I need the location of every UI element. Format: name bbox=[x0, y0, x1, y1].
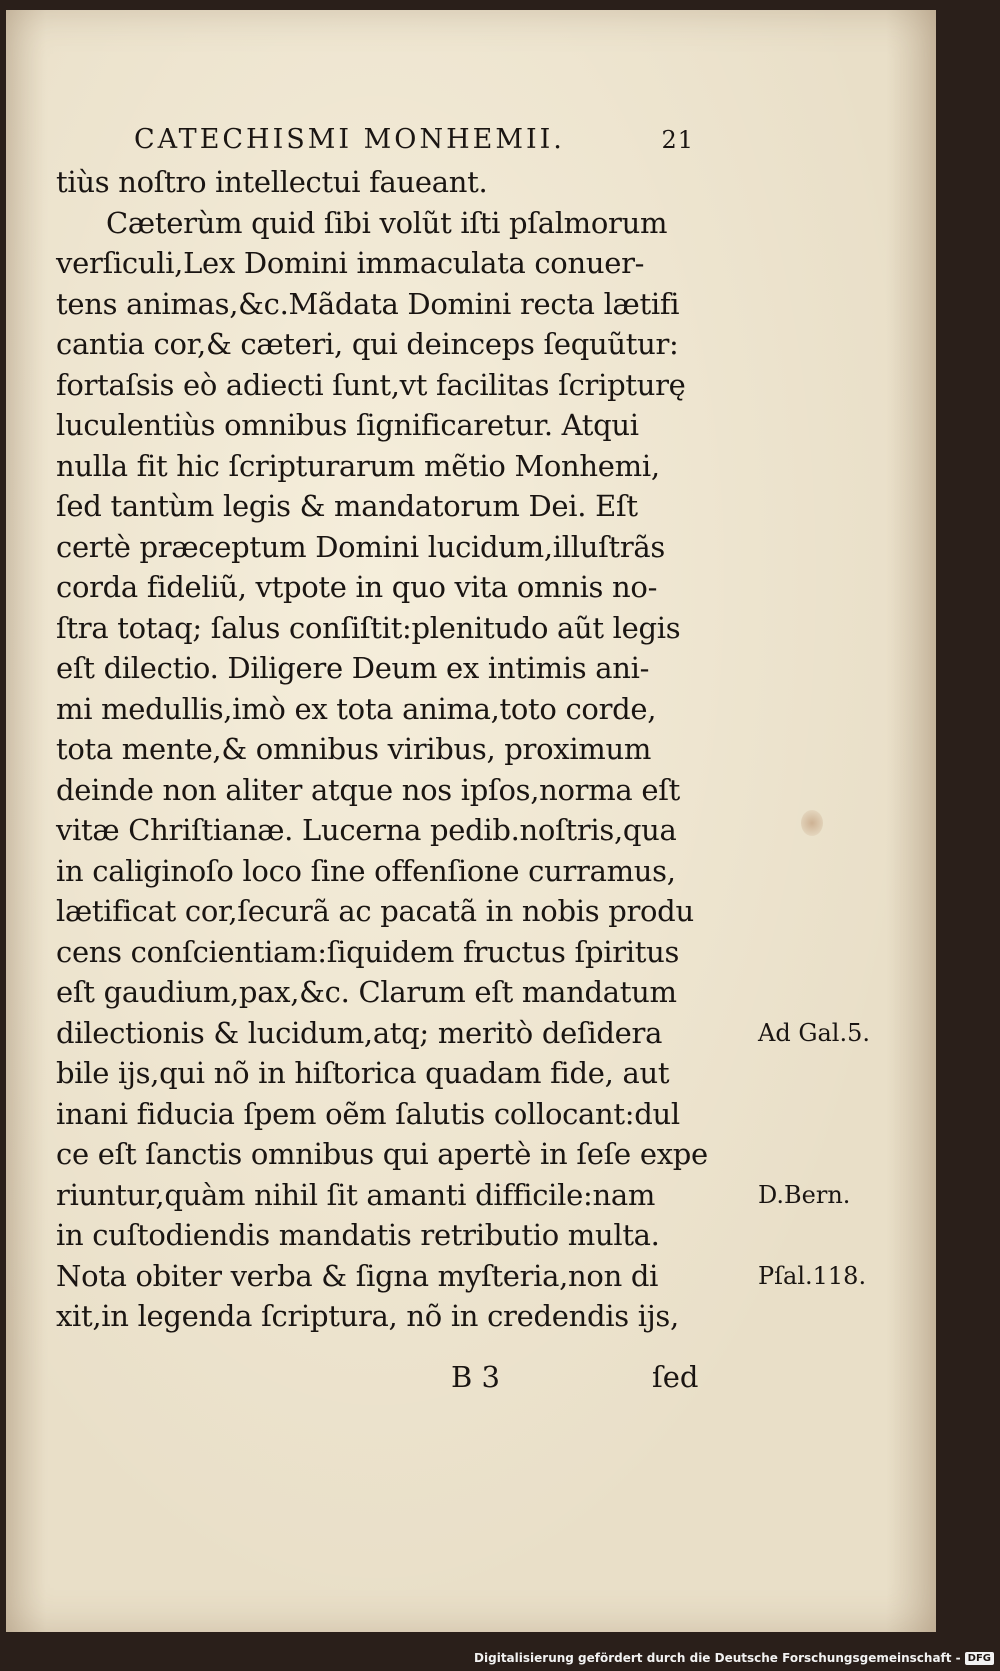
running-head-title: CATECHISMI MONHEMII. bbox=[134, 124, 565, 155]
text-line: ce eſt ſanctis omnibus qui apertè in ſeſe expe bbox=[56, 1137, 708, 1171]
text-line: nulla fit hic ſcripturarum mẽtio Monhemi, bbox=[56, 448, 660, 483]
paper-stain bbox=[801, 810, 823, 836]
text-line: ſed tantùm legis & mandatorum Dei. Eſt bbox=[56, 489, 638, 523]
marginal-note: D.Bern. bbox=[758, 1180, 851, 1209]
text-line: verſiculi,Lex Domini immaculata conuer- bbox=[56, 246, 645, 280]
dfg-logo: DFG bbox=[965, 1652, 994, 1665]
text-line: ſtra totaq; ſalus conſiſtit:plenitudo aũt legis bbox=[56, 610, 681, 645]
text-line: cantia cor,& cæteri, qui deinceps ſequũtur: bbox=[56, 327, 679, 361]
catchword: ſed bbox=[652, 1360, 699, 1394]
text-line: dilectionis & lucidum,atq; meritò deſidera bbox=[56, 1015, 663, 1050]
page-number: 21 bbox=[661, 126, 694, 154]
text-line: Cæterùm quid ſibi volũt iſti pſalmorum bbox=[106, 205, 668, 240]
text-line: bile ijs,qui nõ in hiſtorica quadam fide, aut bbox=[56, 1056, 670, 1090]
text-line: vitæ Chriſtianæ. Lucerna pedib.noſtris,qua bbox=[56, 813, 677, 847]
signature-mark: B 3 bbox=[451, 1360, 500, 1394]
body-text bbox=[56, 162, 871, 1337]
text-line: tiùs noſtro intellectui faueant. bbox=[56, 165, 488, 199]
text-line: eſt gaudium,pax,&c. Clarum eſt mandatum bbox=[56, 975, 677, 1009]
page-footer bbox=[56, 1360, 716, 1400]
digitization-credit bbox=[474, 1649, 994, 1667]
text-line: tens animas,&c.Mãdata Domini recta lætifi bbox=[56, 286, 680, 321]
text-line: fortaſsis eò adiecti ſunt,vt facilitas ſcripturę bbox=[56, 367, 686, 402]
text-line: tota mente,& omnibus viribus, proximum bbox=[56, 732, 652, 766]
marginal-note: Ad Gal.5. bbox=[758, 1018, 871, 1047]
credit-text: Digitalisierung gefördert durch die Deutsche Forschungsgemeinschaft - bbox=[474, 1651, 961, 1665]
text-line: luculentiùs omnibus ſignificaretur. Atqui bbox=[56, 408, 639, 442]
text-line: corda fideliũ, vtpote in quo vita omnis no- bbox=[56, 570, 658, 604]
text-line: lætificat cor,ſecurã ac pacatã in nobis produ bbox=[56, 894, 694, 928]
text-line: in cuſtodiendis mandatis retributio multa. bbox=[56, 1218, 660, 1252]
text-line: inani fiducia ſpem oẽm ſalutis collocant:dul bbox=[56, 1096, 680, 1131]
marginal-note: Pſal.118. bbox=[758, 1261, 867, 1290]
book-page bbox=[6, 10, 936, 1632]
text-line: mi medullis,imò ex tota anima,toto corde, bbox=[56, 691, 657, 726]
text-line: riuntur,quàm nihil ſit amanti difficile:nam bbox=[56, 1177, 656, 1212]
text-line: Nota obiter verba & ſigna myſteria,non di bbox=[56, 1258, 659, 1293]
text-line: eſt dilectio. Diligere Deum ex intimis ani- bbox=[56, 651, 650, 685]
text-line: xit,in legenda ſcriptura, nõ in credendis ijs, bbox=[56, 1299, 679, 1333]
text-line: certè præceptum Domini lucidum,illuſtrãs bbox=[56, 529, 666, 564]
text-line: in caliginoſo loco ſine offenſione curramus, bbox=[56, 853, 676, 888]
text-line: deinde non aliter atque nos ipſos,norma eſt bbox=[56, 772, 680, 807]
running-head bbox=[134, 124, 694, 158]
text-line: cens conſcientiam:ſiquidem fructus ſpiritus bbox=[56, 934, 680, 969]
